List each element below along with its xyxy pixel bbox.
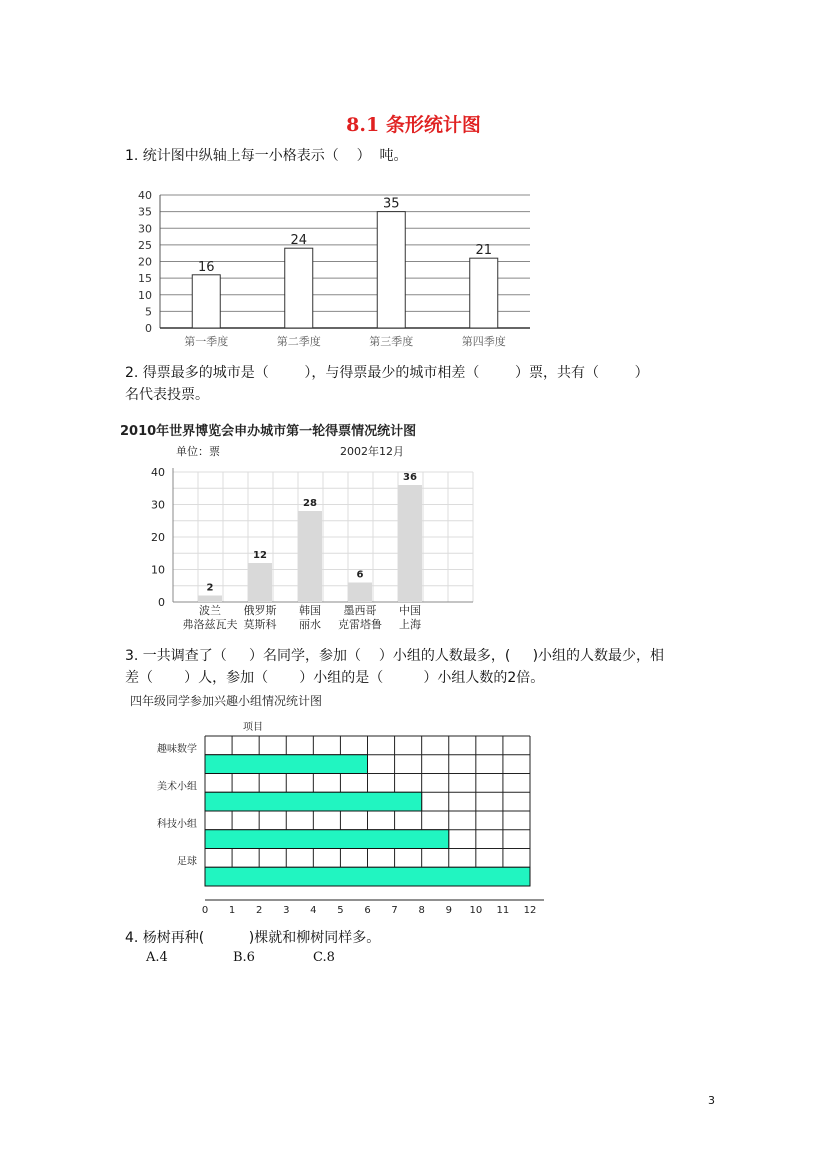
data-label: 16 (197, 259, 215, 275)
y-tick-label: 0 (158, 596, 165, 609)
x-tick-label: 5 (337, 905, 344, 916)
page-number: 3 (708, 1094, 715, 1107)
category-label-country: 墨西哥 (343, 604, 377, 617)
option-a: A.4 (146, 950, 168, 965)
y-tick-label: 30 (138, 222, 152, 236)
x-tick-label: 10 (469, 905, 483, 916)
chart-title: 2010年世界博览会申办城市第一轮得票情况统计图 (120, 424, 417, 439)
bar (377, 212, 405, 328)
x-tick-label: 9 (445, 905, 452, 916)
category-label: 第四季度 (461, 335, 506, 348)
question-2-line-2: 名代表投票。 (125, 387, 209, 403)
question-3-line-2: 差（ ）人，参加（ ）小组的是（ ）小组人数的2倍。 (125, 670, 545, 686)
page-title: 8.1 条形统计图 (346, 114, 481, 136)
question-1: 1. 统计图中纵轴上每一小格表示（ ） 吨。 (125, 148, 408, 164)
category-label: 第三季度 (369, 335, 414, 348)
x-tick-label: 6 (364, 905, 371, 916)
y-tick-label: 0 (145, 322, 152, 335)
y-tick-label: 30 (151, 498, 165, 512)
category-label-country: 韩国 (299, 604, 321, 617)
category-label: 足球 (177, 856, 197, 868)
x-tick-label: 8 (418, 905, 425, 916)
axis-label: 项目 (243, 722, 263, 733)
category-label-city: 丽水 (299, 618, 321, 631)
data-label: 35 (382, 196, 400, 212)
bar (205, 755, 368, 774)
data-label: 36 (403, 472, 417, 483)
y-tick-label: 25 (138, 238, 152, 252)
category-label-city: 弗洛兹瓦夫 (182, 618, 238, 631)
bar (205, 867, 530, 886)
y-tick-label: 20 (151, 531, 165, 544)
y-tick-label: 40 (151, 466, 165, 479)
category-label-country: 中国 (399, 604, 421, 617)
x-tick-label: 3 (283, 905, 290, 916)
data-label: 6 (356, 569, 364, 581)
expo-vote-bar-chart (118, 415, 488, 633)
data-label: 21 (475, 243, 493, 259)
option-b: B.6 (233, 950, 255, 965)
x-tick-label: 2 (255, 905, 263, 916)
category-label-city: 上海 (399, 618, 421, 631)
bar (192, 275, 220, 328)
y-tick-label: 35 (138, 205, 152, 219)
data-label: 12 (253, 550, 267, 561)
x-tick-label: 12 (523, 905, 537, 916)
category-label: 趣味数学 (157, 743, 197, 755)
unit-label: 单位：票 (176, 445, 220, 458)
bar (198, 596, 222, 603)
option-c: C.8 (313, 950, 335, 965)
y-tick-label: 20 (138, 255, 152, 269)
category-label-country: 波兰 (199, 604, 221, 617)
y-tick-label: 10 (138, 288, 152, 302)
x-tick-label: 7 (391, 905, 398, 916)
chart-title: 四年级同学参加兴趣小组情况统计图 (130, 694, 323, 708)
bar (298, 511, 322, 602)
data-label: 2 (206, 582, 214, 594)
y-tick-label: 15 (138, 272, 152, 286)
quarterly-bar-chart (125, 183, 535, 353)
x-tick-label: 4 (310, 905, 317, 916)
bar (248, 563, 272, 602)
bar (470, 258, 498, 328)
x-tick-label: 1 (228, 905, 236, 916)
data-label: 28 (303, 498, 317, 509)
category-label: 科技小组 (157, 818, 197, 830)
x-tick-label: 0 (201, 905, 209, 916)
y-tick-label: 5 (145, 305, 152, 319)
date-label: 2002年12月 (340, 445, 404, 458)
category-label: 第二季度 (276, 335, 321, 348)
data-label: 24 (290, 233, 308, 249)
question-4: 4. 杨树再种( )棵就和柳树同样多。 (125, 930, 381, 946)
bar (205, 830, 449, 849)
question-2-line-1: 2. 得票最多的城市是（ ），与得票最少的城市相差（ ）票，共有（ ） (125, 365, 649, 381)
category-label: 美术小组 (157, 781, 197, 793)
bar (348, 583, 372, 603)
category-label: 第一季度 (184, 335, 229, 348)
x-tick-label: 11 (496, 905, 510, 916)
interest-group-bar-chart (128, 688, 558, 920)
y-tick-label: 10 (151, 563, 165, 577)
bar (285, 248, 313, 328)
category-label-city: 莫斯科 (243, 618, 277, 631)
bar (205, 792, 422, 811)
category-label-country: 俄罗斯 (243, 604, 277, 617)
bar (398, 485, 422, 602)
y-tick-label: 40 (138, 189, 152, 202)
category-label-city: 克雷塔鲁 (338, 618, 382, 631)
question-3-line-1: 3. 一共调查了（ ）名同学，参加（ ）小组的人数最多，( )小组的人数最少，相 (125, 648, 665, 664)
